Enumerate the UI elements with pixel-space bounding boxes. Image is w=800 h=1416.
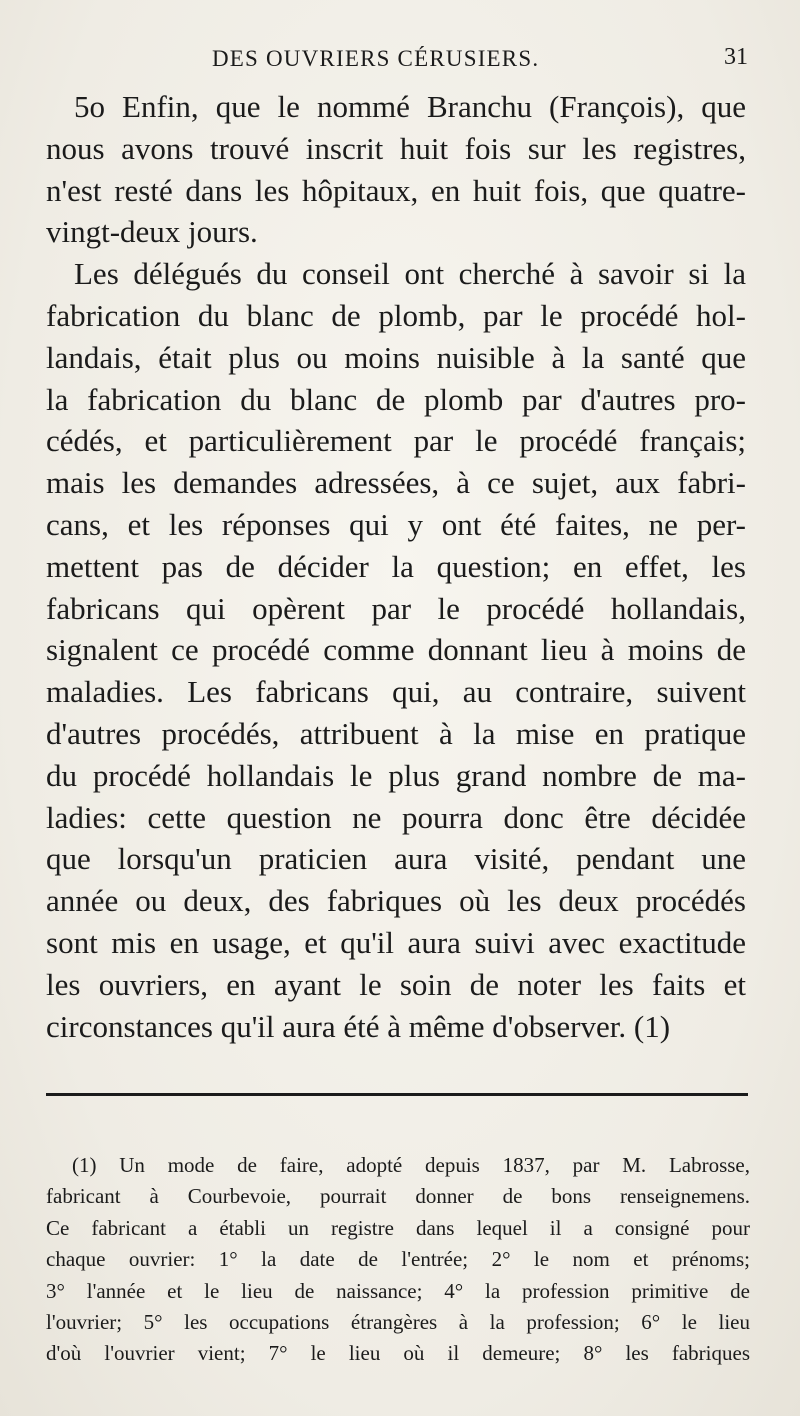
body-line: d'autres procédés, attribuent à la mise en pratique (46, 715, 746, 751)
body-line: maladies. Les fabricans qui, au contraire, suivent (46, 674, 746, 710)
footnote-separator-rule (46, 1093, 748, 1096)
footnote-line: Ce fabricant a établi un registre dans lequel il a consigné pour (46, 1215, 750, 1240)
footnote-line: 3° l'année et le lieu de naissance; 4° la profession primitive de (46, 1278, 750, 1303)
body-line: circonstances qu'il aura été à même d'observer. (1) (46, 1008, 671, 1044)
body-line: cans, et les réponses qui y ont été faites, ne per- (46, 506, 746, 542)
page-number: 31 (724, 44, 748, 70)
body-line: Les délégués du conseil ont cherché à savoir si la (74, 256, 746, 292)
body-line: nous avons trouvé inscrit huit fois sur les registres, (46, 130, 746, 166)
body-line: que lorsqu'un praticien aura visité, pendant une (46, 841, 746, 877)
body-line: la fabrication du blanc de plomb par d'autres pro- (46, 381, 746, 417)
body-line: mettent pas de décider la question; en effet, les (46, 548, 746, 584)
body-line: n'est resté dans les hôpitaux, en huit fois, que quatre- (46, 172, 746, 208)
body-line: vingt-deux jours. (46, 214, 258, 250)
body-line: sont mis en usage, et qu'il aura suivi avec exactitude (46, 924, 746, 960)
body-line: du procédé hollandais le plus grand nombre de ma- (46, 757, 746, 793)
body-line: mais les demandes adressées, à ce sujet, aux fabri- (46, 465, 746, 501)
body-line: signalent ce procédé comme donnant lieu à moins de (46, 632, 746, 668)
body-line: ladies: cette question ne pourra donc être décidée (46, 799, 746, 835)
footnote-line: fabricant à Courbevoie, pourrait donner de bons renseignemens. (46, 1184, 750, 1209)
body-line: fabrication du blanc de plomb, par le procédé hol- (46, 297, 746, 333)
body-text (46, 86, 746, 1047)
body-line: landais, était plus ou moins nuisible à la santé que (46, 339, 746, 375)
footnotes (46, 1150, 750, 1370)
footnote-line: chaque ouvrier: 1° la date de l'entrée; 2° le nom et prénoms; (46, 1247, 750, 1272)
body-line: 5o Enfin, que le nommé Branchu (François), que (74, 89, 746, 124)
body-line: cédés, et particulièrement par le procédé français; (46, 423, 746, 459)
body-line: année ou deux, des fabriques où les deux procédés (46, 883, 746, 919)
running-head (44, 42, 756, 78)
body-line: les ouvriers, en ayant le soin de noter les faits et (46, 966, 746, 1002)
footnote-line: (1) Un mode de faire, adopté depuis 1837, par M. Labrosse, (72, 1153, 750, 1177)
footnote-line: l'ouvrier; 5° les occupations étrangères à la profession; 6° le lieu (46, 1309, 750, 1334)
footnote-line: d'où l'ouvrier vient; 7° le lieu où il demeure; 8° les fabriques (46, 1341, 750, 1366)
body-line: fabricans qui opèrent par le procédé hollandais, (46, 590, 746, 626)
running-title: DES OUVRIERS CÉRUSIERS. (212, 46, 540, 71)
